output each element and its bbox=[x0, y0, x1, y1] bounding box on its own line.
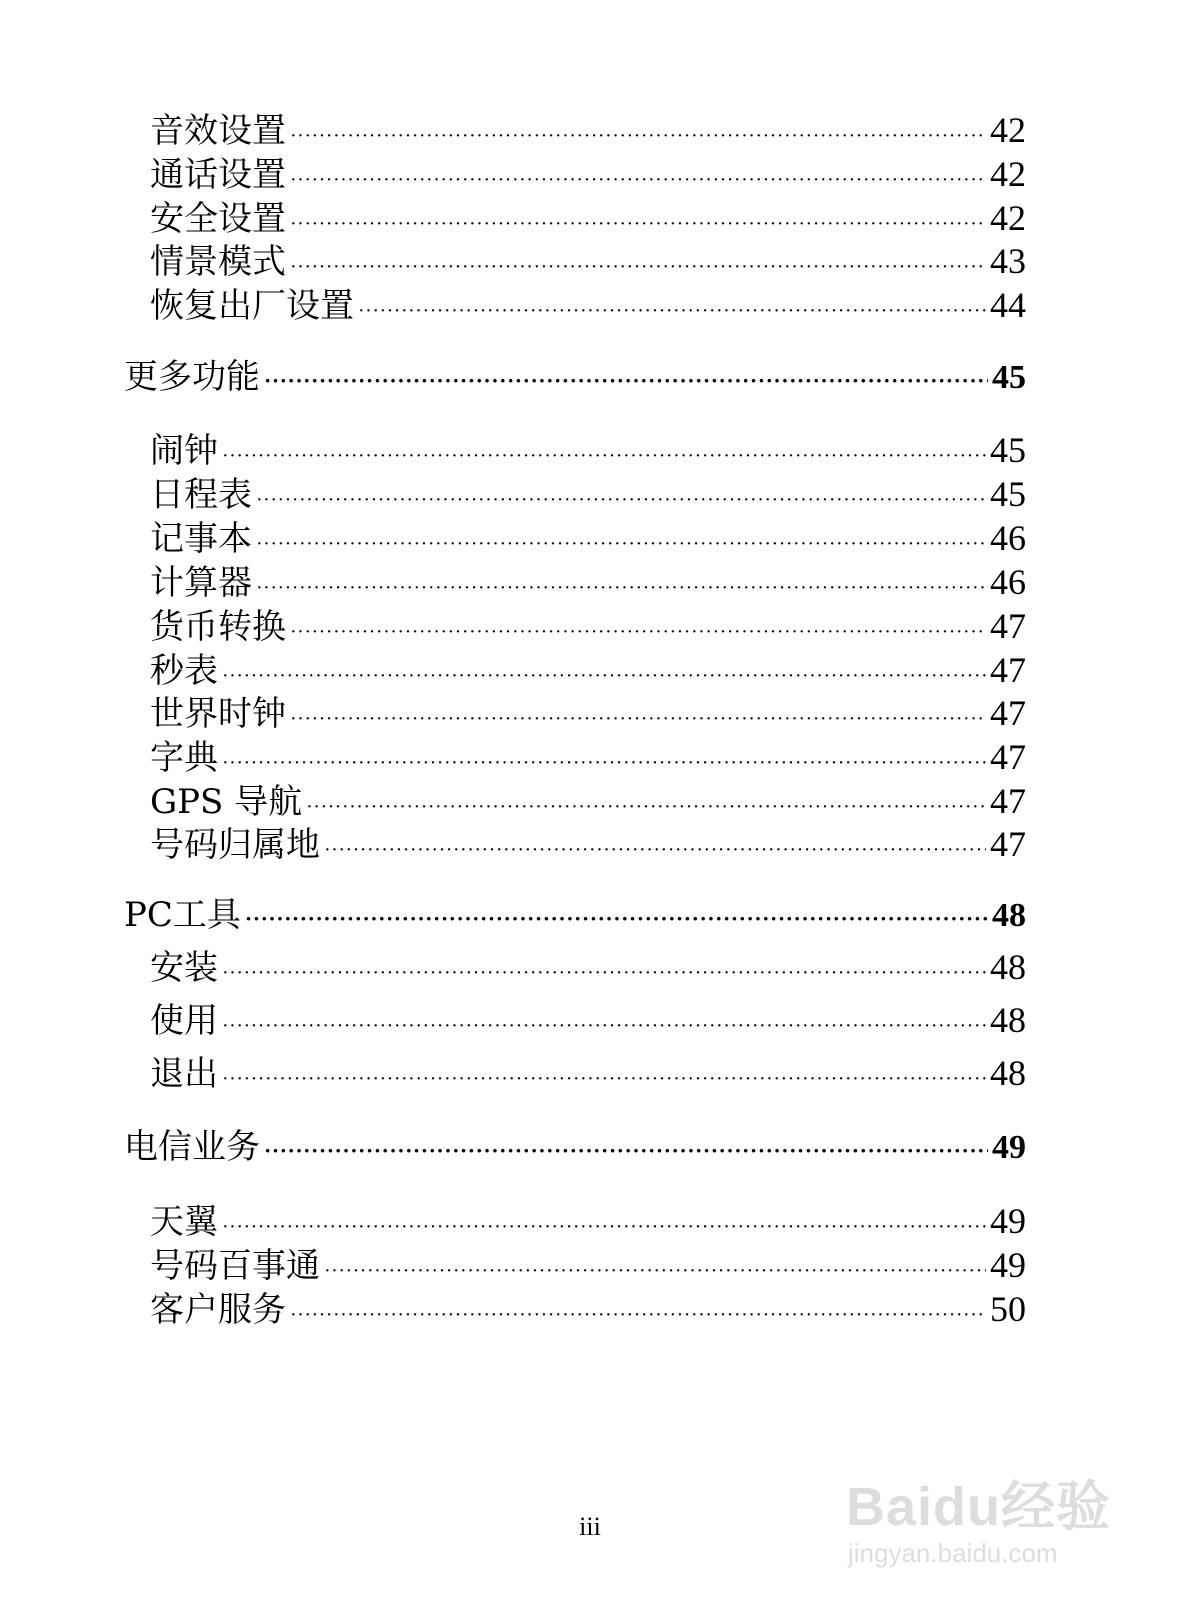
toc-entry-label: 秒表 bbox=[150, 651, 218, 691]
toc-entry-page-number: 42 bbox=[990, 110, 1026, 150]
toc-entry bbox=[150, 195, 1026, 241]
toc-entry-label: 安装 bbox=[150, 948, 218, 988]
toc-entry bbox=[150, 997, 1026, 1043]
dot-leader bbox=[222, 752, 986, 775]
toc-entry-label: 退出 bbox=[150, 1054, 218, 1094]
toc-entry-label: 货币转换 bbox=[150, 607, 286, 647]
dot-leader bbox=[290, 169, 986, 192]
dot-leader bbox=[222, 1015, 986, 1038]
toc-entry-page-number: 47 bbox=[990, 824, 1026, 864]
toc-entry bbox=[150, 778, 1026, 824]
toc-entry bbox=[150, 515, 1026, 561]
toc-entry bbox=[150, 238, 1026, 284]
dot-leader bbox=[222, 1216, 986, 1239]
toc-entry-page-number: 42 bbox=[990, 154, 1026, 194]
dot-leader bbox=[290, 213, 986, 236]
dot-leader bbox=[256, 533, 986, 556]
toc-entry-label: 记事本 bbox=[150, 519, 252, 559]
toc-entry-label: 计算器 bbox=[150, 563, 252, 603]
toc-entry bbox=[150, 1242, 1026, 1288]
dot-leader bbox=[358, 300, 986, 323]
toc-entry bbox=[150, 944, 1026, 990]
toc-entry-page-number: 49 bbox=[990, 1201, 1026, 1241]
baidu-watermark bbox=[846, 1452, 1136, 1582]
toc-entry-label: 字典 bbox=[150, 738, 218, 778]
toc-entry-page-number: 47 bbox=[990, 650, 1026, 690]
toc-entry-page-number: 44 bbox=[990, 285, 1026, 325]
toc-entry-label: 号码百事通 bbox=[150, 1246, 320, 1286]
toc-entry-page-number: 50 bbox=[990, 1289, 1026, 1329]
toc-entry bbox=[150, 559, 1026, 605]
dot-leader bbox=[222, 445, 986, 468]
dot-leader bbox=[290, 708, 986, 731]
toc-entry-page-number: 47 bbox=[990, 693, 1026, 733]
toc-entry-page-number: 43 bbox=[990, 241, 1026, 281]
dot-leader bbox=[222, 665, 986, 688]
toc-entry-label: 号码归属地 bbox=[150, 825, 320, 865]
toc-entry-label: 闹钟 bbox=[150, 431, 218, 471]
toc-entry-page-number: 49 bbox=[990, 1245, 1026, 1285]
toc-entry bbox=[150, 282, 1026, 328]
dot-leader bbox=[290, 125, 986, 148]
dot-leader bbox=[245, 906, 988, 932]
toc-entry-label: PC工具 bbox=[124, 895, 241, 935]
toc-entry bbox=[150, 690, 1026, 736]
dot-leader bbox=[290, 621, 986, 644]
toc-entry-label: 电信业务 bbox=[124, 1127, 260, 1167]
dot-leader bbox=[306, 796, 986, 819]
toc-entry bbox=[150, 1050, 1026, 1096]
toc-entry-page-number: 47 bbox=[990, 737, 1026, 777]
toc-entry-label: 使用 bbox=[150, 1001, 218, 1041]
toc-entry-label: 情景模式 bbox=[150, 242, 286, 282]
watermark-logo-text: Baidu经验 bbox=[846, 1477, 1112, 1537]
dot-leader bbox=[222, 1068, 986, 1091]
dot-leader bbox=[222, 962, 986, 985]
toc-entry-page-number: 48 bbox=[990, 1053, 1026, 1093]
toc-entry-page-number: 46 bbox=[990, 562, 1026, 602]
toc-entry-page-number: 48 bbox=[990, 947, 1026, 987]
toc-entry bbox=[150, 821, 1026, 867]
page-number: iii bbox=[579, 1512, 601, 1541]
dot-leader bbox=[290, 256, 986, 279]
toc-entry-page-number: 48 bbox=[992, 897, 1026, 934]
toc-entry-page-number: 48 bbox=[990, 1000, 1026, 1040]
toc-entry bbox=[150, 603, 1026, 649]
toc-entry-label: 音效设置 bbox=[150, 111, 286, 151]
toc-entry bbox=[150, 471, 1026, 517]
dot-leader bbox=[256, 577, 986, 600]
toc-entry-page-number: 45 bbox=[992, 359, 1026, 396]
toc-entry-page-number: 47 bbox=[990, 606, 1026, 646]
toc-entry-label: 世界时钟 bbox=[150, 694, 286, 734]
watermark-url: jingyan.baidu.com bbox=[848, 1538, 1058, 1568]
toc-entry bbox=[150, 151, 1026, 197]
toc-entry bbox=[150, 107, 1026, 153]
toc-section-entry bbox=[124, 1124, 1026, 1170]
toc-section-entry bbox=[124, 354, 1026, 400]
toc-entry bbox=[150, 1198, 1026, 1244]
toc-entry-label: 通话设置 bbox=[150, 155, 286, 195]
toc-entry-page-number: 46 bbox=[990, 518, 1026, 558]
dot-leader bbox=[324, 839, 986, 862]
toc-entry-label: 客户服务 bbox=[150, 1290, 286, 1330]
toc-entry-label: 日程表 bbox=[150, 475, 252, 515]
toc-entry bbox=[150, 1286, 1026, 1332]
toc-entry-page-number: 47 bbox=[990, 781, 1026, 821]
dot-leader bbox=[264, 1138, 988, 1164]
toc-entry-label: 恢复出厂设置 bbox=[150, 286, 354, 326]
dot-leader bbox=[324, 1260, 986, 1283]
toc-entry-page-number: 45 bbox=[990, 474, 1026, 514]
toc-entry-page-number: 49 bbox=[992, 1129, 1026, 1166]
toc-entry bbox=[150, 734, 1026, 780]
dot-leader bbox=[290, 1304, 986, 1327]
toc-entry-label: 更多功能 bbox=[124, 357, 260, 397]
dot-leader bbox=[264, 368, 988, 394]
toc-entry bbox=[150, 647, 1026, 693]
toc-entry-label: 天翼 bbox=[150, 1202, 218, 1242]
toc-entry-label: GPS 导航 bbox=[150, 782, 303, 822]
toc-entry bbox=[150, 427, 1026, 473]
toc-entry-label: 安全设置 bbox=[150, 199, 286, 239]
toc-entry-page-number: 42 bbox=[990, 198, 1026, 238]
dot-leader bbox=[256, 489, 986, 512]
toc-section-entry bbox=[124, 892, 1026, 938]
toc-entry-page-number: 45 bbox=[990, 430, 1026, 470]
